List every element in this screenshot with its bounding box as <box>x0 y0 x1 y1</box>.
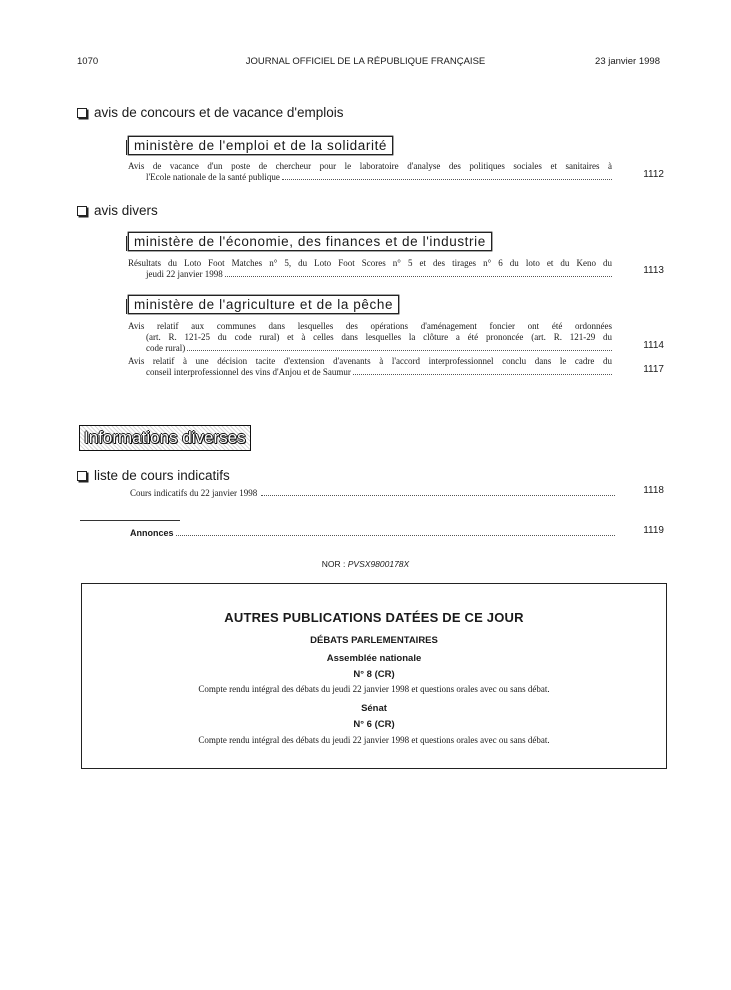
ministry-label: ministère de l'économie, des finances et de l'industrie <box>134 234 486 249</box>
page-number: 1070 <box>77 56 99 67</box>
checkbox-square-icon <box>77 108 87 118</box>
entry-vacance-chercheur <box>128 161 612 183</box>
entry-line: conseil interprofessionnel des vins d'Anjou et de Saumur <box>146 367 351 377</box>
nor-code: PVSX9800178X <box>347 559 410 569</box>
entry-line: Avis relatif à une décision tacite d'extension d'avenants à l'accord interprofessionnel conclu dans le cadre du <box>128 356 612 366</box>
entry-communes <box>128 321 612 354</box>
page-ref: 1113 <box>643 265 664 276</box>
senat-name: Sénat <box>361 703 387 714</box>
leader-dots <box>187 343 612 351</box>
journal-title: JOURNAL OFFICIEL DE LA RÉPUBLIQUE FRANÇAISE <box>245 56 486 67</box>
divider-rule <box>80 520 180 521</box>
entry-line: code rural) <box>146 343 186 353</box>
page-ref: 1114 <box>643 340 664 351</box>
entry-line: l'Ecole nationale de la santé publique <box>146 172 280 182</box>
leader-dots <box>176 528 615 536</box>
ministry-box-emploi <box>128 136 393 155</box>
publications-subtitle: DÉBATS PARLEMENTAIRES <box>310 635 438 646</box>
senat-number: N° 6 (CR) <box>353 719 395 730</box>
header-date: 23 janvier 1998 <box>595 56 660 67</box>
leader-dots <box>282 172 612 180</box>
section-heading-divers <box>77 203 158 218</box>
ministry-label: ministère de l'agriculture et de la pêche <box>134 297 394 312</box>
section-heading-text: avis de concours et de vacance d'emplois <box>94 105 344 120</box>
entry-line: (art. R. 121-25 du code rural) et à celles dans lesquelles la clôture a été prononcée (art. R. 121-29 du <box>146 332 612 342</box>
page-ref: 1112 <box>643 169 664 180</box>
banner-label: Informations diverses <box>84 428 246 447</box>
entry-line: Résultats du Loto Foot Matches n° 5, du Loto Foot Scores n° 5 et des tirages n° 6 du loto et du Keno du <box>128 258 612 268</box>
section-heading-concours <box>77 105 343 120</box>
entry-line: jeudi 22 janvier 1998 <box>146 269 223 279</box>
ministry-label: ministère de l'emploi et de la solidarité <box>134 138 388 153</box>
checkbox-square-icon <box>77 206 87 216</box>
ministry-box-economie <box>128 232 492 251</box>
section-heading-cours <box>77 468 230 483</box>
assemblee-name: Assemblée nationale <box>326 653 422 664</box>
section-heading-text: liste de cours indicatifs <box>94 468 230 483</box>
entry-line: Avis relatif aux communes dans lesquelles des opérations d'aménagement foncier ont été ordonnées <box>128 321 612 331</box>
entry-line: Cours indicatifs du 22 janvier 1998 <box>130 488 258 498</box>
nor-label: NOR : <box>321 559 346 569</box>
nor-reference <box>0 559 731 569</box>
page-ref: 1117 <box>643 364 664 375</box>
informations-diverses-banner <box>79 425 251 451</box>
entry-loto <box>128 258 612 280</box>
checkbox-square-icon <box>77 471 87 481</box>
other-publications-box <box>81 583 667 769</box>
senat-text: Compte rendu intégral des débats du jeudi 22 janvier 1998 et questions orales avec ou sans débat. <box>198 735 550 745</box>
entry-line: Avis de vacance d'un poste de chercheur pour le laboratoire d'analyse des politiques sociales et sanitaires à <box>128 161 612 171</box>
entry-anjou <box>128 356 612 378</box>
leader-dots <box>353 367 612 375</box>
page-ref: 1119 <box>643 525 664 536</box>
annonces-label: Annonces <box>130 528 174 538</box>
leader-dots <box>225 269 612 277</box>
ministry-box-agriculture <box>128 295 399 314</box>
section-heading-text: avis divers <box>94 203 158 218</box>
page-ref: 1118 <box>643 485 664 496</box>
publications-title: AUTRES PUBLICATIONS DATÉES DE CE JOUR <box>224 610 524 625</box>
entry-cours-indicatifs <box>130 488 615 499</box>
entry-annonces <box>130 528 615 539</box>
assemblee-number: N° 8 (CR) <box>353 669 395 680</box>
leader-dots <box>261 488 615 496</box>
assemblee-text: Compte rendu intégral des débats du jeudi 22 janvier 1998 et questions orales avec ou sans débat. <box>198 684 550 694</box>
